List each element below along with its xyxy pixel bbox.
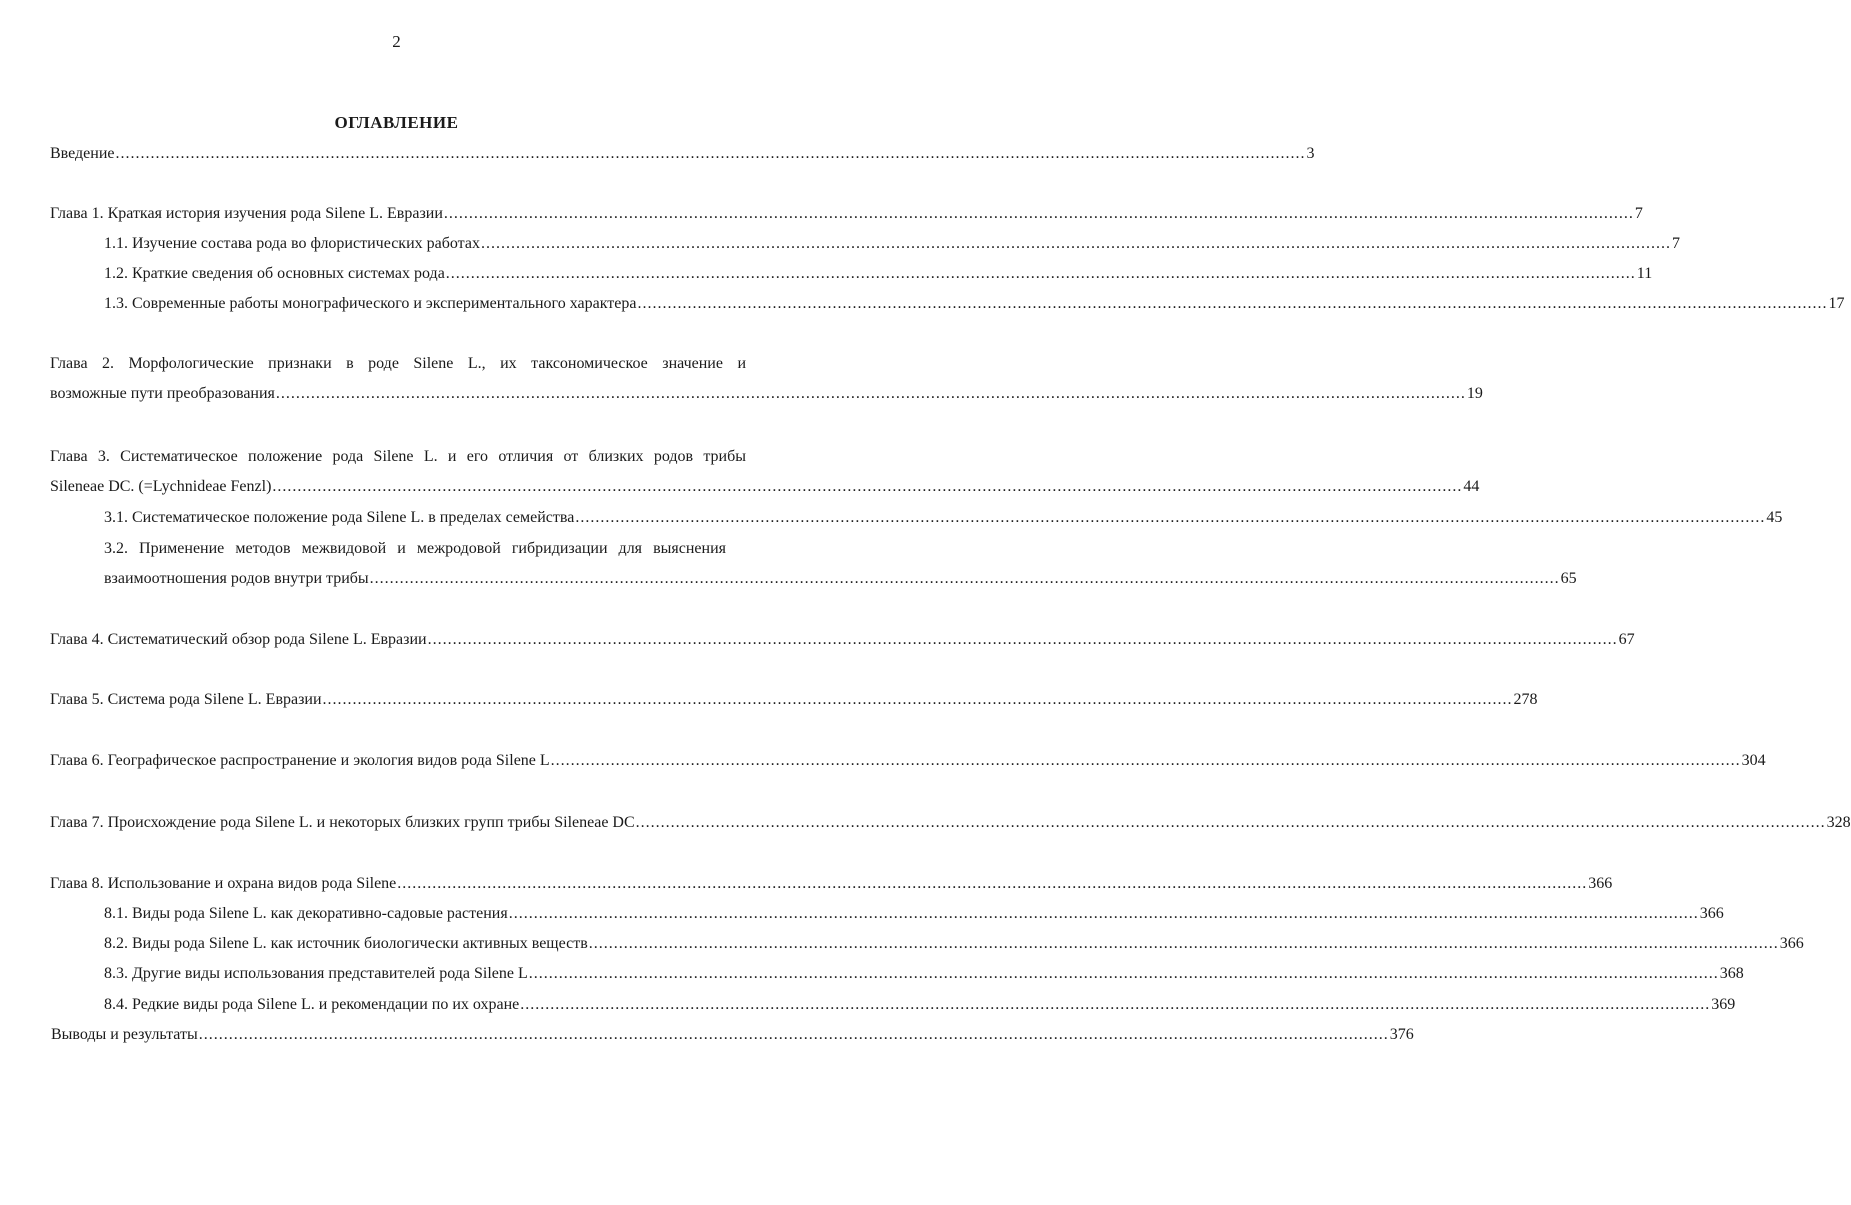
toc-entry-chapter-5[interactable]	[50, 690, 1538, 710]
toc-entry-page: 278	[1513, 691, 1538, 708]
toc-entry-text: Выводы и результаты	[51, 1026, 198, 1043]
dot-leader: ..............................................................................................................................................................................................................................................	[275, 385, 1466, 402]
dot-leader: ..............................................................................................................................................................................................................................................	[550, 752, 1741, 769]
toc-entry-text-line1: Глава 2. Морфологические признаки в роде Silene L., их таксономическое значение и	[50, 355, 746, 372]
toc-entry-page: 366	[1699, 905, 1724, 922]
toc-entry-section-8-2[interactable]	[104, 934, 1804, 954]
toc-entry-page: 7	[1671, 235, 1680, 252]
dot-leader: ..............................................................................................................................................................................................................................................	[588, 935, 1779, 952]
toc-entry-chapter-8[interactable]	[50, 874, 1613, 894]
toc-entry-text-line2: взаимоотношения родов внутри трибы	[104, 570, 369, 587]
dot-leader: ..............................................................................................................................................................................................................................................	[635, 814, 1826, 831]
toc-entry-page: 304	[1741, 752, 1766, 769]
toc-entry-page: 3	[1306, 145, 1315, 162]
toc-entry-text-line2: Sileneae DC. (=Lychnideae Fenzl)	[50, 478, 272, 495]
toc-entry-text: 1.2. Краткие сведения об основных системах рода	[104, 265, 445, 282]
toc-entry-text: Глава 4. Систематический обзор рода Silene L. Евразии	[50, 631, 427, 648]
toc-entry-section-3-1[interactable]	[104, 508, 1783, 528]
dot-leader: ..............................................................................................................................................................................................................................................	[198, 1026, 1389, 1043]
dot-leader: ..............................................................................................................................................................................................................................................	[508, 905, 1699, 922]
toc-entry-page: 7	[1634, 205, 1643, 222]
toc-entry-text: Глава 5. Система рода Silene L. Евразии	[50, 691, 322, 708]
toc-entry-page: 369	[1711, 996, 1736, 1013]
dot-leader: ..............................................................................................................................................................................................................................................	[115, 145, 1306, 162]
toc-entry-page: 44	[1463, 478, 1480, 495]
toc-entry-page: 366	[1779, 935, 1804, 952]
dot-leader: ..............................................................................................................................................................................................................................................	[480, 235, 1671, 252]
toc-entry-line2	[50, 384, 1483, 404]
toc-entry-page: 366	[1588, 875, 1613, 892]
dot-leader: ..............................................................................................................................................................................................................................................	[369, 570, 1560, 587]
dot-leader: ..............................................................................................................................................................................................................................................	[427, 631, 1618, 648]
toc-entry-line2	[50, 477, 1480, 497]
toc-entry-text: Глава 6. Географическое распространение и экология видов рода Silene L	[50, 752, 550, 769]
toc-entry-text-line1: 3.2. Применение методов межвидовой и межродовой гибридизации для выяснения	[104, 540, 726, 557]
toc-entry-section-1-3[interactable]	[104, 294, 1845, 314]
toc-entry-chapter-3[interactable]	[50, 447, 1480, 495]
dot-leader: ..............................................................................................................................................................................................................................................	[443, 205, 1634, 222]
toc-entry-chapter-7[interactable]	[50, 813, 1851, 833]
toc-entry-page: 19	[1466, 385, 1483, 402]
toc-entry-text: Глава 7. Происхождение рода Silene L. и некоторых близких групп трибы Sileneae DC	[50, 814, 635, 831]
toc-entry-line2	[104, 569, 1577, 589]
toc-entry-text: 8.3. Другие виды использования представителей рода Silene L	[104, 965, 528, 982]
toc-entry-conclusions[interactable]	[51, 1025, 1414, 1045]
toc-entry-section-8-4[interactable]	[104, 995, 1736, 1015]
dot-leader: ..............................................................................................................................................................................................................................................	[528, 965, 1719, 982]
dot-leader: ..............................................................................................................................................................................................................................................	[272, 478, 1463, 495]
toc-entry-text: 8.2. Виды рода Silene L. как источник биологически активных веществ	[104, 935, 588, 952]
dot-leader: ..............................................................................................................................................................................................................................................	[575, 509, 1766, 526]
dot-leader: ..............................................................................................................................................................................................................................................	[397, 875, 1588, 892]
toc-entry-page: 65	[1560, 570, 1577, 587]
toc-entry-chapter-1[interactable]	[50, 204, 1643, 224]
dot-leader: ..............................................................................................................................................................................................................................................	[520, 996, 1711, 1013]
toc-entry-text: 1.3. Современные работы монографического и экспериментального характера	[104, 295, 637, 312]
toc-entry-page: 368	[1719, 965, 1744, 982]
toc-entry-section-3-2[interactable]	[104, 539, 1577, 587]
toc-entry-section-1-1[interactable]	[104, 234, 1680, 254]
toc-entry-text: Глава 8. Использование и охрана видов рода Silene	[50, 875, 397, 892]
page-number: 2	[392, 32, 401, 51]
toc-entry-page: 17	[1828, 295, 1845, 312]
toc-entry-section-8-3[interactable]	[104, 964, 1744, 984]
toc-entry-text: Глава 1. Краткая история изучения рода Silene L. Евразии	[50, 205, 443, 222]
toc-entry-chapter-6[interactable]	[50, 751, 1766, 771]
toc-entry-text: 3.1. Систематическое положение рода Silene L. в пределах семейства	[104, 509, 575, 526]
toc-entry-section-1-2[interactable]	[104, 264, 1653, 284]
toc-entry-page: 11	[1636, 265, 1653, 282]
toc-entry-chapter-4[interactable]	[50, 630, 1635, 650]
toc-entry-text: 8.1. Виды рода Silene L. как декоративно-садовые растения	[104, 905, 508, 922]
toc-entry-page: 45	[1766, 509, 1783, 526]
toc-entry-page: 376	[1389, 1026, 1414, 1043]
dot-leader: ..............................................................................................................................................................................................................................................	[322, 691, 1513, 708]
toc-entry-text: 1.1. Изучение состава рода во флористических работах	[104, 235, 480, 252]
toc-entry-chapter-2[interactable]	[50, 354, 1483, 402]
toc-entry-page: 67	[1618, 631, 1635, 648]
dot-leader: ..............................................................................................................................................................................................................................................	[445, 265, 1636, 282]
toc-title: ОГЛАВЛЕНИЕ	[334, 113, 459, 132]
toc-entry-text-line1: Глава 3. Систематическое положение рода Silene L. и его отличия от близких родов трибы	[50, 448, 746, 465]
toc-entry-intro[interactable]	[50, 144, 1315, 164]
dot-leader: ..............................................................................................................................................................................................................................................	[637, 295, 1828, 312]
toc-entry-text: 8.4. Редкие виды рода Silene L. и рекомендации по их охране	[104, 996, 520, 1013]
toc-entry-text-line2: возможные пути преобразования	[50, 385, 275, 402]
toc-entry-text: Введение	[50, 145, 115, 162]
toc-entry-section-8-1[interactable]	[104, 904, 1724, 924]
toc-entry-page: 328	[1826, 814, 1851, 831]
